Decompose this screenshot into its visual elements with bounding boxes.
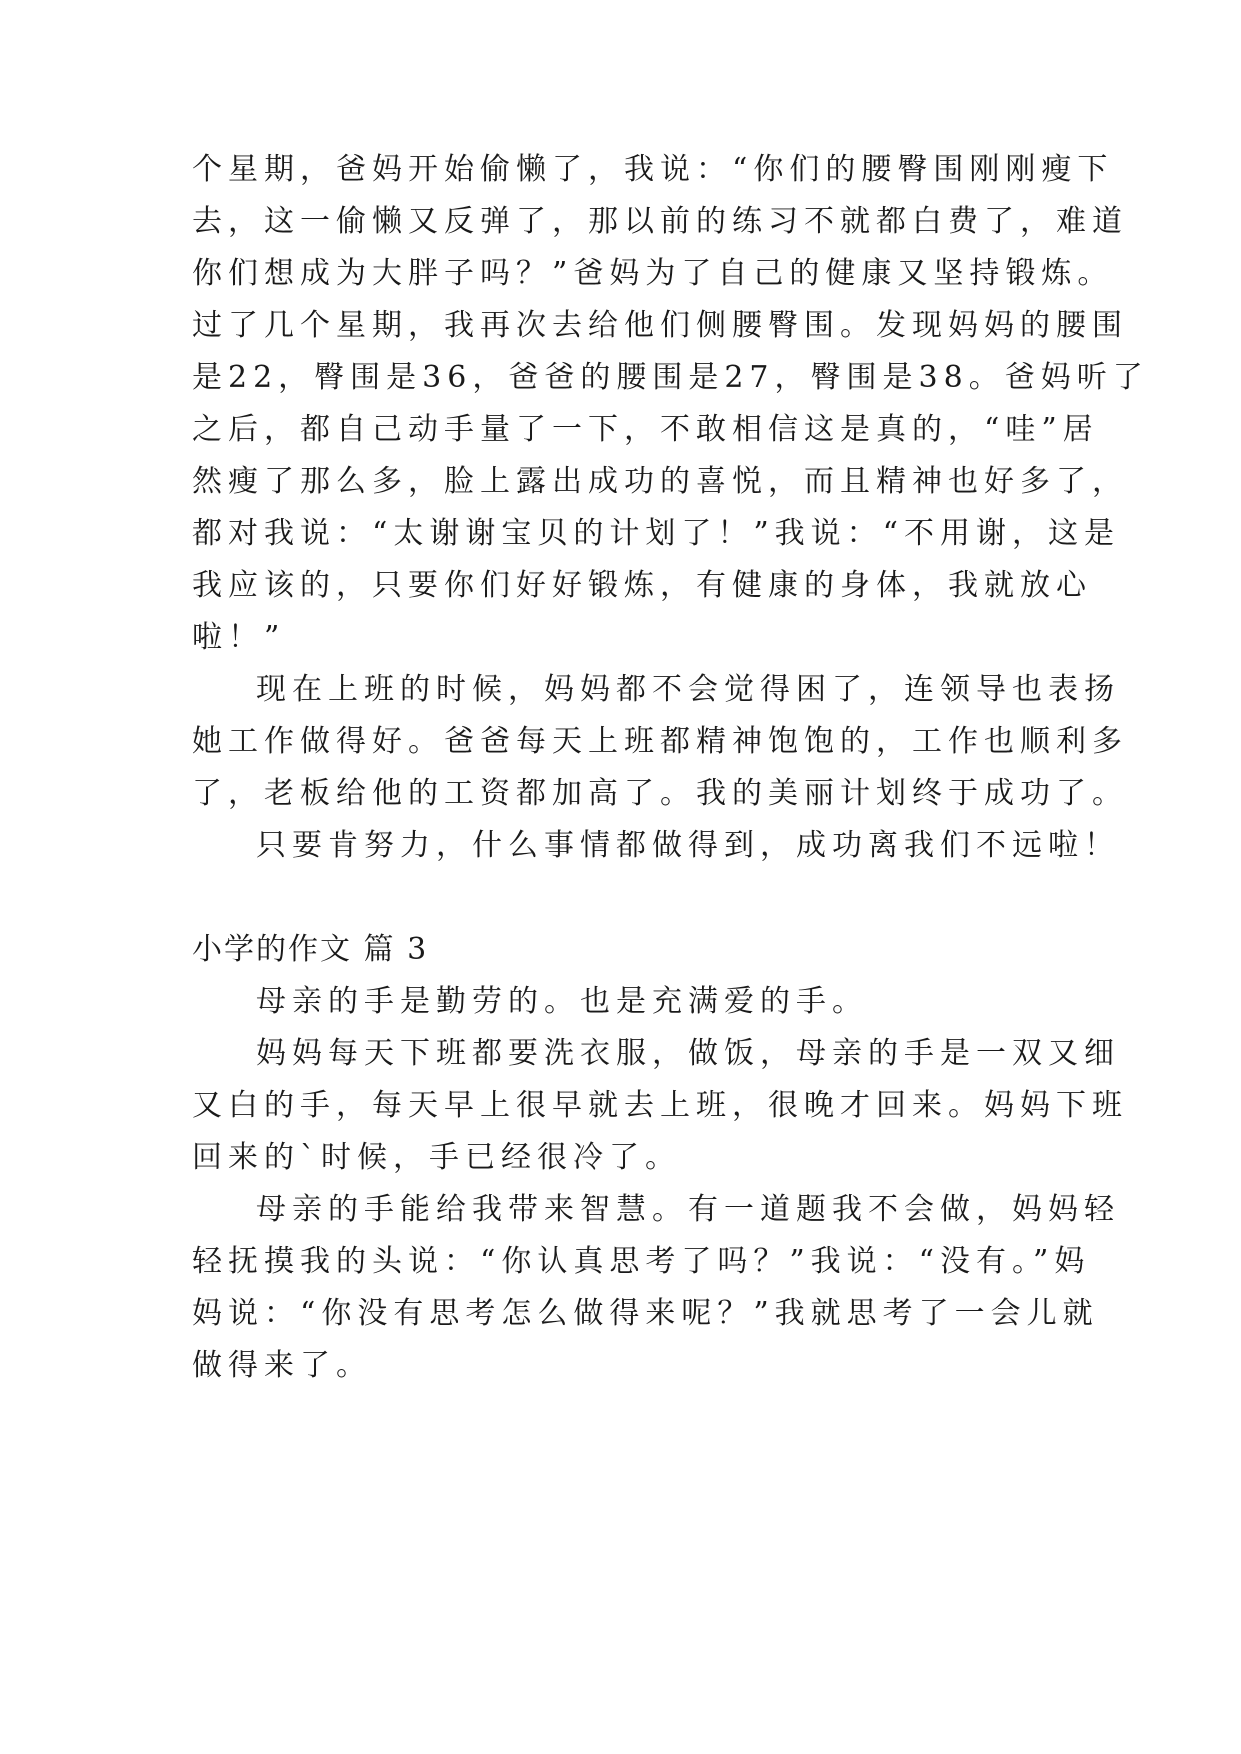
text-line: 妈说：“你没有思考怎么做得来呢？”我就思考了一会儿就 [192, 1296, 1099, 1331]
text-line: 然瘦了那么多，脸上露出成功的喜悦，而且精神也好多了， [192, 464, 1128, 499]
text-line: 回来的`时候，手已经很冷了。 [192, 1140, 681, 1175]
text-line: 妈妈每天下班都要洗衣服，做饭，母亲的手是一双又细 [256, 1036, 1120, 1071]
text-line: 现在上班的时候，妈妈都不会觉得困了，连领导也表扬 [256, 672, 1120, 707]
text-line: 轻抚摸我的头说：“你认真思考了吗？”我说：“没有。”妈 [192, 1244, 1091, 1279]
text-line: 她工作做得好。爸爸每天上班都精神饱饱的，工作也顺利多 [192, 724, 1128, 759]
section-heading: 小学的作文 篇 3 [192, 932, 429, 967]
text-line: 又白的手，每天早上很早就去上班，很晚才回来。妈妈下班 [192, 1088, 1128, 1123]
text-line: 做得来了。 [192, 1348, 372, 1383]
text-line: 之后，都自己动手量了一下，不敢相信这是真的，“哇”居 [192, 412, 1099, 447]
text-line: 啦！” [192, 620, 286, 655]
text-line: 去，这一偷懒又反弹了，那以前的练习不就都白费了，难道 [192, 204, 1128, 239]
text-line: 母亲的手是勤劳的。也是充满爱的手。 [256, 984, 868, 1019]
text-line: 我应该的，只要你们好好锻炼，有健康的身体，我就放心 [192, 568, 1092, 603]
text-line: 是22，臀围是36，爸爸的腰围是27，臀围是38。爸妈听了 [192, 360, 1149, 395]
text-line: 只要肯努力，什么事情都做得到，成功离我们不远啦！ [256, 828, 1120, 863]
text-line: 母亲的手能给我带来智慧。有一道题我不会做，妈妈轻 [256, 1192, 1120, 1227]
text-line: 你们想成为大胖子吗？”爸妈为了自己的健康又坚持锻炼。 [192, 256, 1114, 291]
text-line: 过了几个星期，我再次去给他们侧腰臀围。发现妈妈的腰围 [192, 308, 1128, 343]
text-line: 了，老板给他的工资都加高了。我的美丽计划终于成功了。 [192, 776, 1128, 811]
text-line: 都对我说：“太谢谢宝贝的计划了！”我说：“不用谢，这是 [192, 516, 1121, 551]
text-line: 个星期，爸妈开始偷懒了，我说：“你们的腰臀围刚刚瘦下 [192, 152, 1114, 187]
